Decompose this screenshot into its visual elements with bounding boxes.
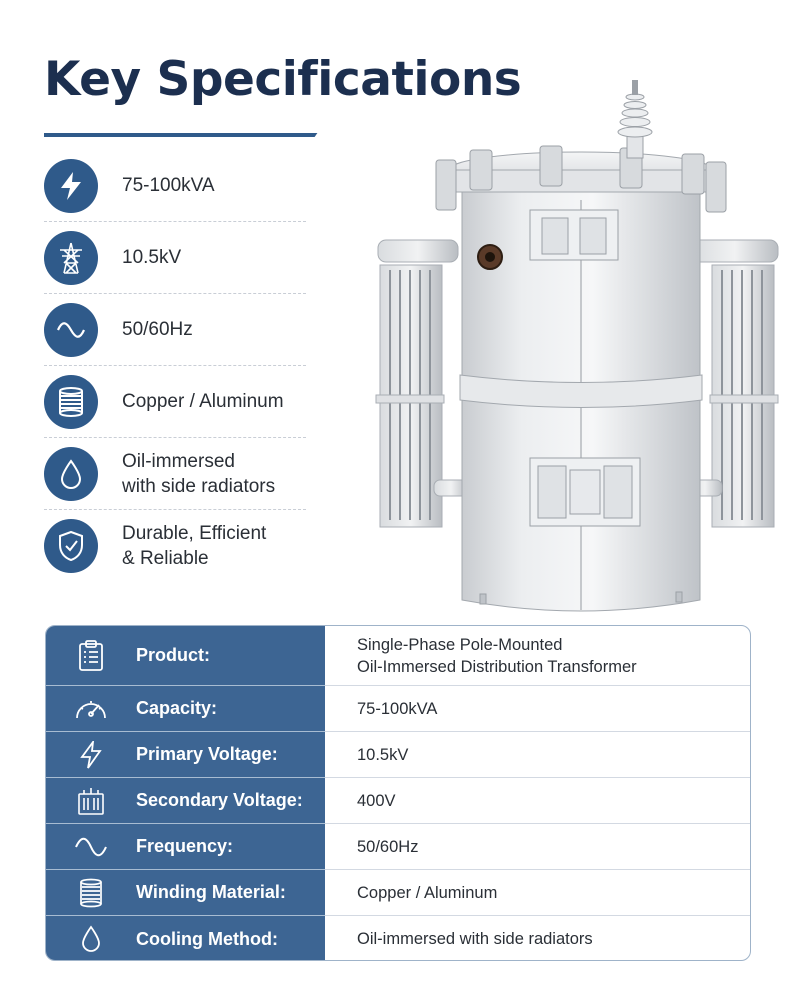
spec-table bbox=[45, 625, 751, 961]
table-row bbox=[46, 626, 750, 686]
feature-label: 10.5kV bbox=[122, 247, 182, 268]
transformer-illustration bbox=[370, 70, 790, 630]
table-row bbox=[46, 778, 750, 824]
clipboard-icon bbox=[46, 626, 136, 685]
feature-winding bbox=[44, 366, 306, 438]
shield-check-icon bbox=[44, 519, 98, 573]
spec-value: Oil-immersed with side radiators bbox=[357, 930, 593, 948]
feature-label: Oil-immersed with side radiators bbox=[122, 450, 276, 497]
spec-key: Winding Material: bbox=[136, 882, 286, 902]
feature-capacity bbox=[44, 150, 306, 222]
gauge-icon bbox=[46, 686, 136, 731]
table-row bbox=[46, 732, 750, 778]
feature-label: Durable, Efficient & Reliable bbox=[122, 523, 267, 569]
lightning-bolt-icon bbox=[44, 159, 98, 213]
spec-key: Frequency: bbox=[136, 836, 234, 856]
feature-cooling bbox=[44, 438, 306, 510]
spec-value: Copper / Aluminum bbox=[325, 870, 750, 916]
spec-value: 75-100kVA bbox=[325, 686, 750, 732]
feature-frequency bbox=[44, 294, 306, 366]
table-row bbox=[46, 870, 750, 916]
spec-value: 400V bbox=[325, 778, 750, 824]
table-row bbox=[46, 916, 750, 961]
lightning-bolt-icon bbox=[46, 732, 136, 777]
spec-value: 10.5kV bbox=[325, 732, 750, 778]
feature-voltage bbox=[44, 222, 306, 294]
feature-reliability bbox=[44, 510, 306, 582]
transformer-icon bbox=[46, 778, 136, 823]
spec-key: Primary Voltage: bbox=[136, 744, 278, 764]
spec-value: Single-Phase Pole-Mounted Oil-Immersed Distribution Transformer bbox=[325, 626, 750, 686]
page-title: Key Specifications bbox=[44, 52, 522, 107]
wire-coil-icon bbox=[44, 375, 98, 429]
wire-coil-icon bbox=[46, 870, 136, 915]
feature-label: Copper / Aluminum bbox=[122, 391, 284, 412]
spec-value: 50/60Hz bbox=[325, 824, 750, 870]
oil-drop-icon bbox=[46, 916, 136, 961]
feature-label: 50/60Hz bbox=[122, 319, 193, 340]
table-row bbox=[46, 686, 750, 732]
transmission-tower-icon bbox=[44, 231, 98, 285]
spec-key: Capacity: bbox=[136, 698, 218, 718]
title-underline-accent bbox=[305, 133, 318, 137]
feature-label: 75-100kVA bbox=[122, 175, 215, 196]
title-underline bbox=[44, 133, 312, 137]
spec-key: Secondary Voltage: bbox=[136, 790, 303, 810]
spec-key: Cooling Method: bbox=[136, 928, 278, 949]
sine-wave-icon bbox=[46, 824, 136, 869]
table-row bbox=[46, 824, 750, 870]
oil-drop-icon bbox=[44, 447, 98, 501]
feature-list bbox=[44, 150, 306, 582]
sine-wave-icon bbox=[44, 303, 98, 357]
spec-key: Product: bbox=[136, 645, 210, 665]
